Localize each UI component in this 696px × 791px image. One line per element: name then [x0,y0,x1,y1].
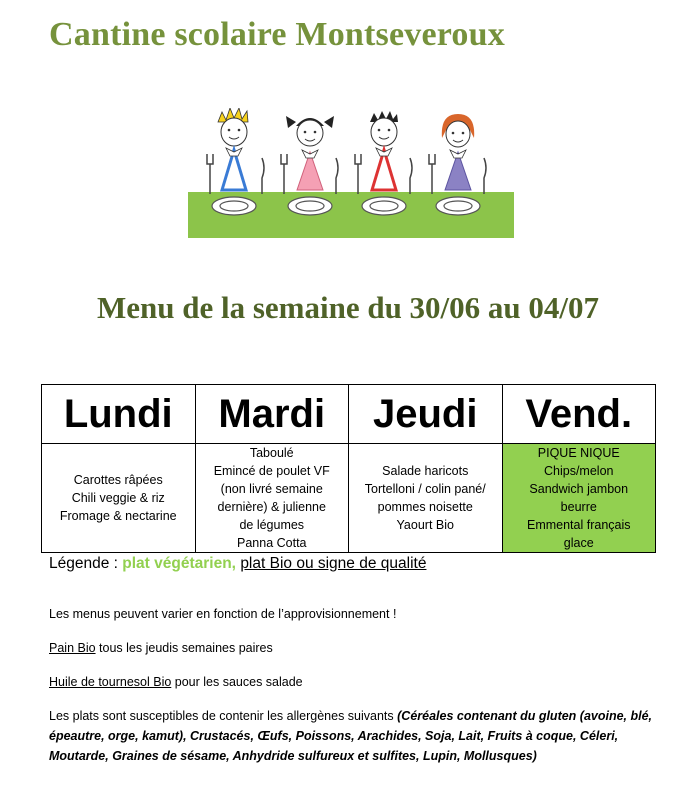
allergens-list: (Céréales contenant du gluten (avoine, blé, épeautre, orge, kamut), Crustacés, Œufs, Poissons, Arachides, Soja, Lait, Fruits à coque, Céleri, Moutarde, Graines de sésame, Anhydride sulfureux et sulfites, Lupin, Mollusques) [49,709,653,763]
menu-cell-jeudi [349,444,503,553]
forks-and-knives-icon [207,154,486,194]
menu-item: glace [563,536,594,550]
oil-note-text: pour les sauces salade [171,675,303,689]
menu-item: beurre [560,500,597,514]
menu-cell-lundi [42,444,196,553]
children-eating-illustration [186,108,516,240]
legend-bio: plat Bio ou signe de qualité [240,555,427,572]
menu-item: Tortelloni / colin pané/ [364,482,486,496]
page-title: Cantine scolaire Montseveroux [49,16,505,53]
child-spiky-icon [370,111,398,190]
menu-item: Fromage & nectarine [59,509,177,523]
child-pigtails-icon [286,116,334,190]
menu-item: Salade haricots [382,464,469,478]
menu-item: Yaourt Bio [396,518,454,532]
menu-item: Sandwich jambon [529,482,629,496]
oil-note [49,672,303,692]
legend-vegetarian: plat végétarien, [122,555,236,572]
oil-link: Huile de tournesol Bio [49,675,172,689]
child-redhead-icon [442,114,474,190]
weekly-menu-table [41,384,656,553]
legend-label: Légende : [49,555,118,572]
allergens-intro: Les plats sont susceptibles de contenir les allergènes suivants [49,709,398,723]
menu-cell-vendredi [502,444,656,553]
menu-item: dernière) & julienne [217,500,326,514]
menu-item: pommes noisette [377,500,473,514]
menu-item: PIQUE NIQUE [537,446,620,460]
week-menu-heading: Menu de la semaine du 30/06 au 04/07 [96,290,600,325]
child-blond-icon [218,108,248,190]
menu-items-row [42,444,656,553]
menu-item: Taboulé [249,446,294,460]
menu-item: Carottes râpées [73,473,163,487]
day-header-lundi: Lundi [42,385,196,444]
allergens-note [49,706,659,766]
menu-item: Panna Cotta [237,536,307,550]
bread-link: Pain Bio [49,641,96,655]
menu-item: Chips/melon [544,464,614,478]
bread-note [49,638,273,658]
day-header-vendredi: Vend. [502,385,656,444]
menu-item: Emincé de poulet VF [213,464,330,478]
bread-note-text: tous les jeudis semaines paires [95,641,273,655]
menu-item: Emmental français [526,518,631,532]
menu-item: (non livré semaine [220,482,323,496]
menu-item: de légumes [239,518,305,532]
legend [49,555,426,573]
menu-item: Chili veggie & riz [71,491,165,505]
day-header-jeudi: Jeudi [349,385,503,444]
menu-header-row [42,385,656,444]
menu-cell-mardi [195,444,349,553]
supply-note: Les menus peuvent varier en fonction de l’approvisionnement ! [49,607,397,621]
day-header-mardi: Mardi [195,385,349,444]
